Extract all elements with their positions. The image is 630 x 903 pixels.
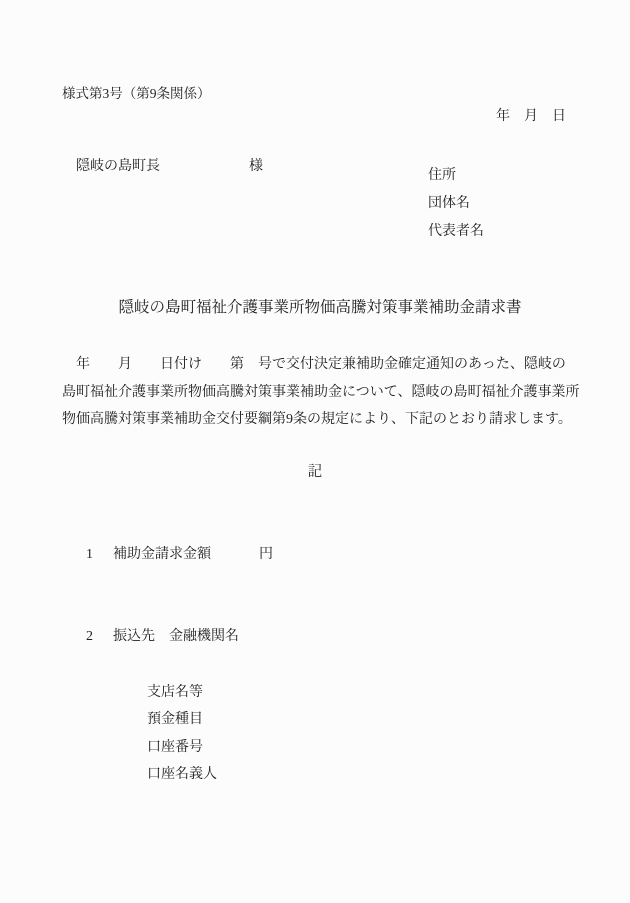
date-line: 年 月 日: [496, 109, 566, 124]
account-holder-label: 口座名義人: [147, 767, 217, 783]
request-list: [62, 513, 273, 789]
sender-organization-label: 団体名: [428, 196, 470, 211]
item-1-number: 1: [86, 546, 93, 562]
request-item-amount: [62, 513, 273, 596]
sender-address-label: 住所: [428, 168, 456, 183]
sender-representative-label: 代表者名: [428, 224, 484, 239]
body-line-2: 島町福祉介護事業所物価高騰対策事業補助金について、隠岐の島町福祉介護事業所: [62, 384, 580, 400]
body-line-3: 物価高騰対策事業補助金交付要綱第9条の規定により、下記のとおり請求します。: [62, 412, 572, 428]
form-number: 様式第3号（第9条関係）: [62, 86, 211, 101]
item-1-unit: 円: [259, 546, 273, 562]
addressee-line: [62, 138, 263, 195]
addressee-honorific: 様: [249, 159, 263, 174]
item-2-label: 振込先: [113, 629, 155, 645]
sender-block: [428, 162, 484, 246]
body-line-1: 年 月 日付け 第 号で交付決定兼補助金確定通知のあった、隠岐の: [62, 357, 566, 372]
section-marker: 記: [307, 464, 323, 480]
request-item-transfer: [62, 596, 273, 679]
bank-name-label: 金融機関名: [169, 629, 239, 645]
item-2-number: 2: [86, 629, 93, 645]
account-number-label: 口座番号: [147, 739, 203, 755]
item-1-label: 補助金請求金額: [113, 546, 211, 562]
document-title: 隠岐の島町福祉介護事業所物価高騰対策事業補助金請求書: [118, 299, 522, 316]
addressee-name: 隠岐の島町長: [76, 159, 160, 174]
branch-name-label: 支店名等: [147, 684, 203, 700]
body-paragraph: [62, 351, 580, 434]
deposit-type-label: 預金種目: [147, 712, 203, 728]
